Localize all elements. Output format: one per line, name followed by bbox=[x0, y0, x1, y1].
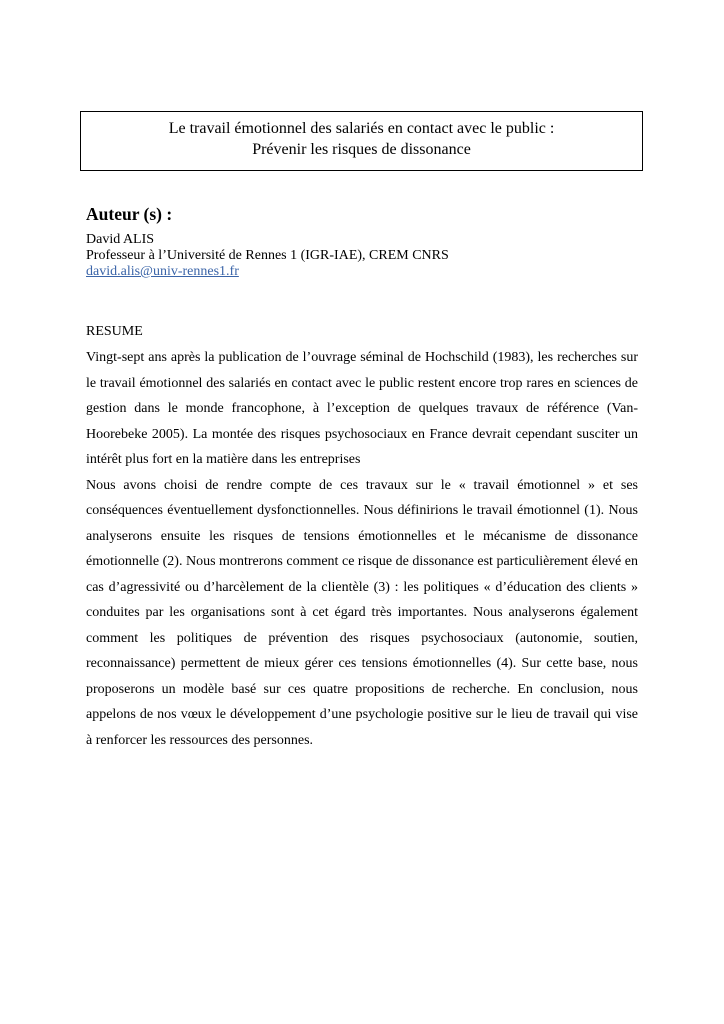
author-email-link[interactable]: david.alis@univ-rennes1.fr bbox=[86, 264, 239, 279]
author-affiliation: Professeur à l’Université de Rennes 1 (IGR-IAE), CREM CNRS bbox=[86, 248, 449, 263]
title-line-2: Prévenir les risques de dissonance bbox=[252, 141, 471, 158]
abstract-paragraph-1: Vingt-sept ans après la publication de l’ouvrage séminal de Hochschild (1983), les recherches sur le travail émotionnel des salariés en contact avec le public restent encore trop rares en sciences de gestion dans le monde francophone, à l’exception de quelques travaux de référence (Van-Hoorebeke 2005). La montée des risques psychosociaux en France devrait cependant susciter un intérêt plus fort en la matière dans les entreprises bbox=[86, 350, 638, 467]
author-name: David ALIS bbox=[86, 232, 155, 247]
abstract-label: RESUME bbox=[86, 324, 143, 339]
abstract-body bbox=[86, 345, 638, 753]
title-box bbox=[80, 111, 643, 171]
authors-heading: Auteur (s) : bbox=[86, 204, 173, 224]
abstract-paragraph-2: Nous avons choisi de rendre compte de ces travaux sur le « travail émotionnel » et ses conséquences éventuellement dysfonctionnelles. Nous définirions le travail émotionnel (1). Nous analyserons ensuite les risques de tensions émotionnelles et le mécanisme de dissonance émotionnelle (2). Nous montrerons comment ce risque de dissonance est particulièrement élevé en cas d’agressivité ou d’harcèlement de la clientèle (3) : les politiques « d’éducation des clients » conduites par les organisations sont à cet égard très importantes. Nous analyserons également comment les politiques de prévention des risques psychosociaux (autonomie, soutien, reconnaissance) permettent de mieux gérer ces tensions émotionnelles (4). Sur cette base, nous proposerons un modèle basé sur ces quatre propositions de recherche. En conclusion, nous appelons de nos vœux le développement d’une psychologie positive sur le lieu de travail qui vise à renforcer les ressources des personnes. bbox=[86, 477, 638, 748]
author-block bbox=[86, 232, 449, 280]
title-line-1: Le travail émotionnel des salariés en contact avec le public : bbox=[168, 120, 555, 137]
